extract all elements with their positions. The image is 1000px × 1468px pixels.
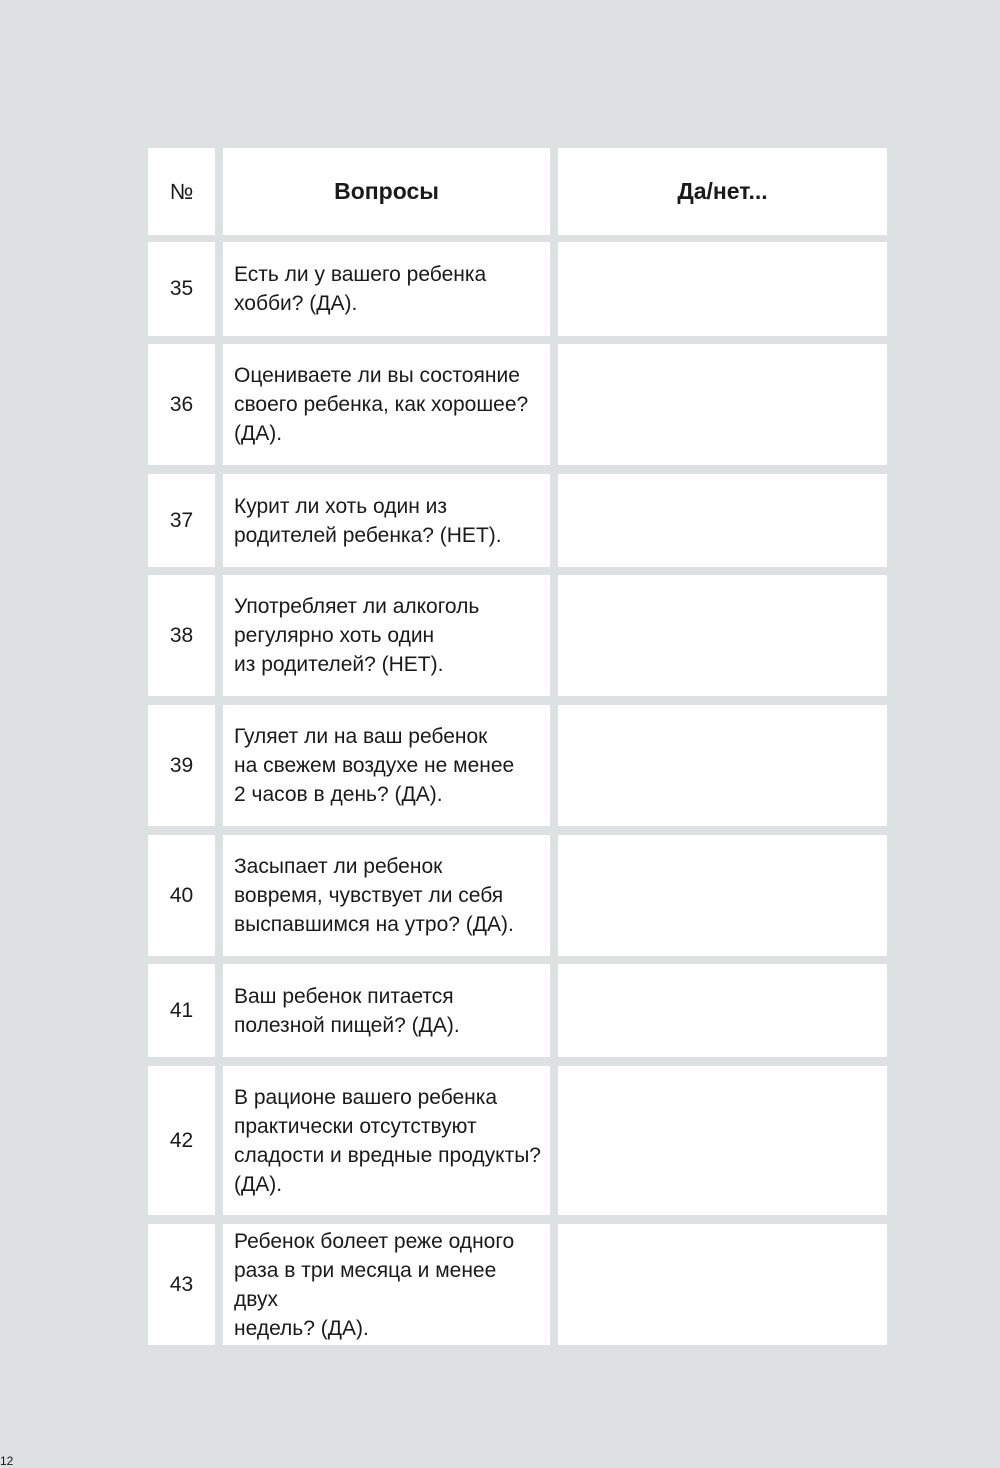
answer-cell[interactable]: [558, 474, 887, 567]
row-question: Ребенок болеет реже одного раза в три месяца и менее двух недель? (ДА).: [223, 1224, 550, 1345]
answer-cell[interactable]: [558, 575, 887, 696]
answer-cell[interactable]: [558, 344, 887, 465]
row-number: 39: [148, 705, 215, 826]
answer-cell[interactable]: [558, 242, 887, 336]
row-question: В рационе вашего ребенка практически отсутствуют сладости и вредные продукты? (ДА).: [223, 1066, 550, 1215]
answer-cell[interactable]: [558, 1224, 887, 1345]
row-number: 43: [148, 1224, 215, 1345]
row-question: Употребляет ли алкоголь регулярно хоть один из родителей? (НЕТ).: [223, 575, 550, 696]
row-number: 42: [148, 1066, 215, 1215]
row-number: 36: [148, 344, 215, 465]
answer-cell[interactable]: [558, 1066, 887, 1215]
page-number: 12: [0, 1454, 14, 1468]
row-question: Ваш ребенок питается полезной пищей? (ДА).: [223, 964, 550, 1057]
row-question: Есть ли у вашего ребенка хобби? (ДА).: [223, 242, 550, 336]
row-question: Засыпает ли ребенок вовремя, чувствует ли себя выспавшимся на утро? (ДА).: [223, 835, 550, 956]
row-number: 37: [148, 474, 215, 567]
row-question: Оцениваете ли вы состояние своего ребенка, как хорошее? (ДА).: [223, 344, 550, 465]
answer-cell[interactable]: [558, 835, 887, 956]
header-number: №: [148, 148, 215, 235]
row-number: 35: [148, 242, 215, 336]
row-number: 40: [148, 835, 215, 956]
answer-cell[interactable]: [558, 705, 887, 826]
header-answer: Да/нет...: [558, 148, 887, 235]
row-number: 41: [148, 964, 215, 1057]
header-question: Вопросы: [223, 148, 550, 235]
row-question: Гуляет ли на ваш ребенок на свежем воздухе не менее 2 часов в день? (ДА).: [223, 705, 550, 826]
row-number: 38: [148, 575, 215, 696]
row-question: Курит ли хоть один из родителей ребенка? (НЕТ).: [223, 474, 550, 567]
answer-cell[interactable]: [558, 964, 887, 1057]
